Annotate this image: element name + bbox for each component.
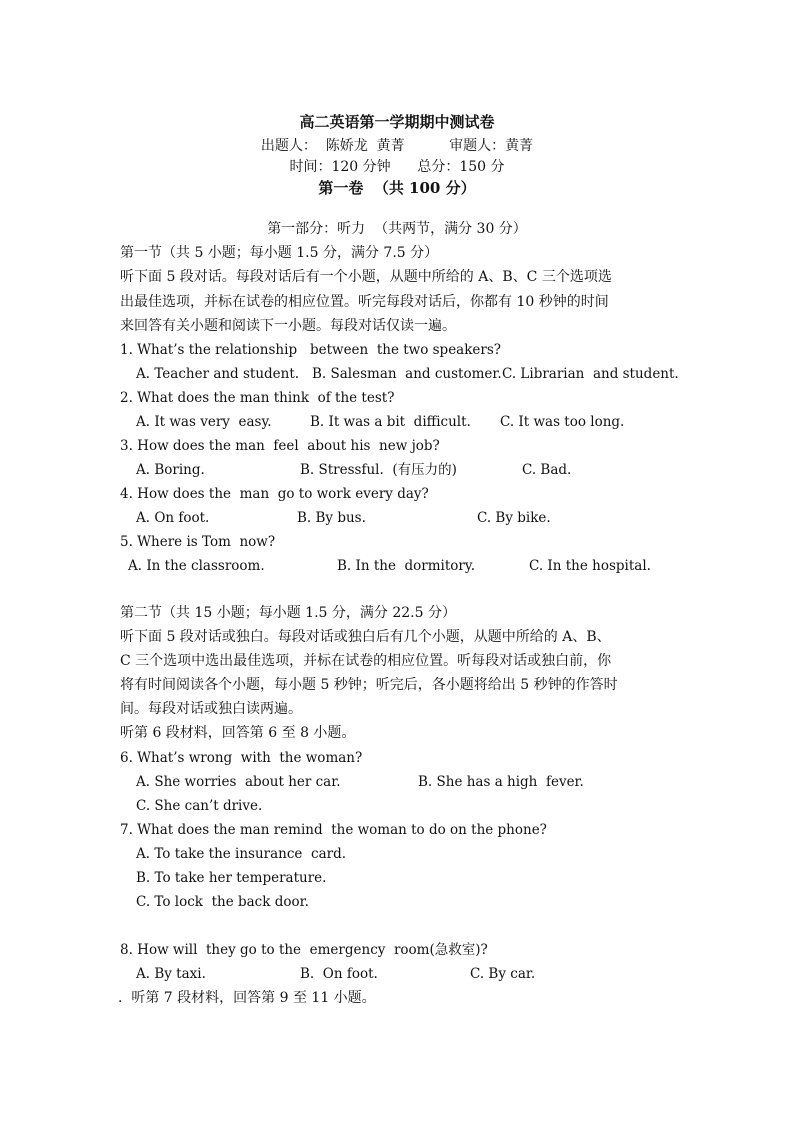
q2-option-b: B. It was a bit difficult.: [310, 414, 471, 430]
q8-option-a: A. By taxi.: [136, 966, 206, 982]
q8-option-b: B. On foot.: [300, 966, 378, 982]
section1-instruction-line: 听下面 5 段对话。每段对话后有一个小题，从题中所给的 A、B、C 三个选项选: [120, 269, 612, 285]
q5-option-b: B. In the dormitory.: [337, 558, 475, 574]
q7-option-b: B. To take her temperature.: [136, 870, 327, 886]
part1-title: 第一部分：听力 （共两节，满分 30 分）: [267, 221, 527, 237]
exam-authors: 出题人： 陈娇龙 黄菁 审题人：黄菁: [260, 138, 534, 154]
question-2: 2. What does the man think of the test?: [120, 390, 395, 406]
exam-time-score: 时间：120 分钟 总分：150 分: [289, 159, 505, 175]
section2-instruction-line: C 三个选项中选出最佳选项，并标在试卷的相应位置。听每段对话或独白前，你: [120, 653, 612, 669]
section1-heading: 第一节（共 5 小题；每小题 1.5 分，满分 7.5 分）: [120, 245, 439, 261]
q3-option-b: B. Stressful. (有压力的): [300, 462, 457, 478]
q5-option-a: A. In the classroom.: [128, 558, 265, 574]
question-6: 6. What’s wrong with the woman?: [120, 750, 363, 766]
q6-option-b: B. She has a high fever.: [418, 774, 584, 790]
q1-option-b: B. Salesman and customer.: [312, 366, 502, 382]
q7-option-a: A. To take the insurance card.: [136, 846, 347, 862]
question-4: 4. How does the man go to work every day?: [120, 486, 429, 502]
volume-heading: 第一卷 （共 100 分）: [318, 179, 476, 197]
q8-option-c: C. By car.: [470, 966, 536, 982]
q5-option-c: C. In the hospital.: [529, 558, 651, 574]
q3-option-c: C. Bad.: [522, 462, 572, 478]
question-3: 3. How does the man feel about his new job?: [120, 438, 440, 454]
q2-option-a: A. It was very easy.: [136, 414, 272, 430]
q3-option-a: A. Boring.: [136, 462, 205, 478]
section1-instruction-line: 出最佳选项，并标在试卷的相应位置。听完每段对话后，你都有 10 秒钟的时间: [120, 294, 609, 310]
section2-instruction-line: 听下面 5 段对话或独白。每段对话或独白后有几个小题，从题中所给的 A、B、: [120, 629, 611, 645]
question-8: 8. How will they go to the emergency room(急救室)?: [120, 942, 488, 958]
material-6-instruction: 听第 6 段材料，回答第 6 至 8 小题。: [120, 725, 356, 741]
q6-option-c: C. She can’t drive.: [136, 798, 263, 814]
q6-option-a: A. She worries about her car.: [136, 774, 341, 790]
q2-option-c: C. It was too long.: [500, 414, 625, 430]
exam-title: 高二英语第一学期期中测试卷: [299, 113, 495, 131]
q1-option-c: C. Librarian and student.: [502, 366, 679, 382]
q4-option-a: A. On foot.: [136, 510, 210, 526]
material-7-instruction: . 听第 7 段材料，回答第 9 至 11 小题。: [118, 990, 376, 1006]
section1-instruction-line: 来回答有关小题和阅读下一小题。每段对话仅读一遍。: [120, 318, 456, 334]
q4-option-b: B. By bus.: [297, 510, 366, 526]
q7-option-c: C. To lock the back door.: [136, 894, 309, 910]
q1-option-a: A. Teacher and student.: [136, 366, 300, 382]
question-1: 1. What’s the relationship between the two speakers?: [120, 342, 502, 358]
q4-option-c: C. By bike.: [477, 510, 551, 526]
question-7: 7. What does the man remind the woman to do on the phone?: [120, 822, 547, 838]
section2-instruction-line: 将有时间阅读各个小题，每小题 5 秒钟；听完后，各小题将给出 5 秒钟的作答时: [120, 677, 618, 693]
section2-heading: 第二节（共 15 小题；每小题 1.5 分，满分 22.5 分）: [120, 605, 456, 621]
question-5: 5. Where is Tom now?: [120, 534, 276, 550]
section2-instruction-line: 间。每段对话或独白读两遍。: [120, 701, 302, 717]
